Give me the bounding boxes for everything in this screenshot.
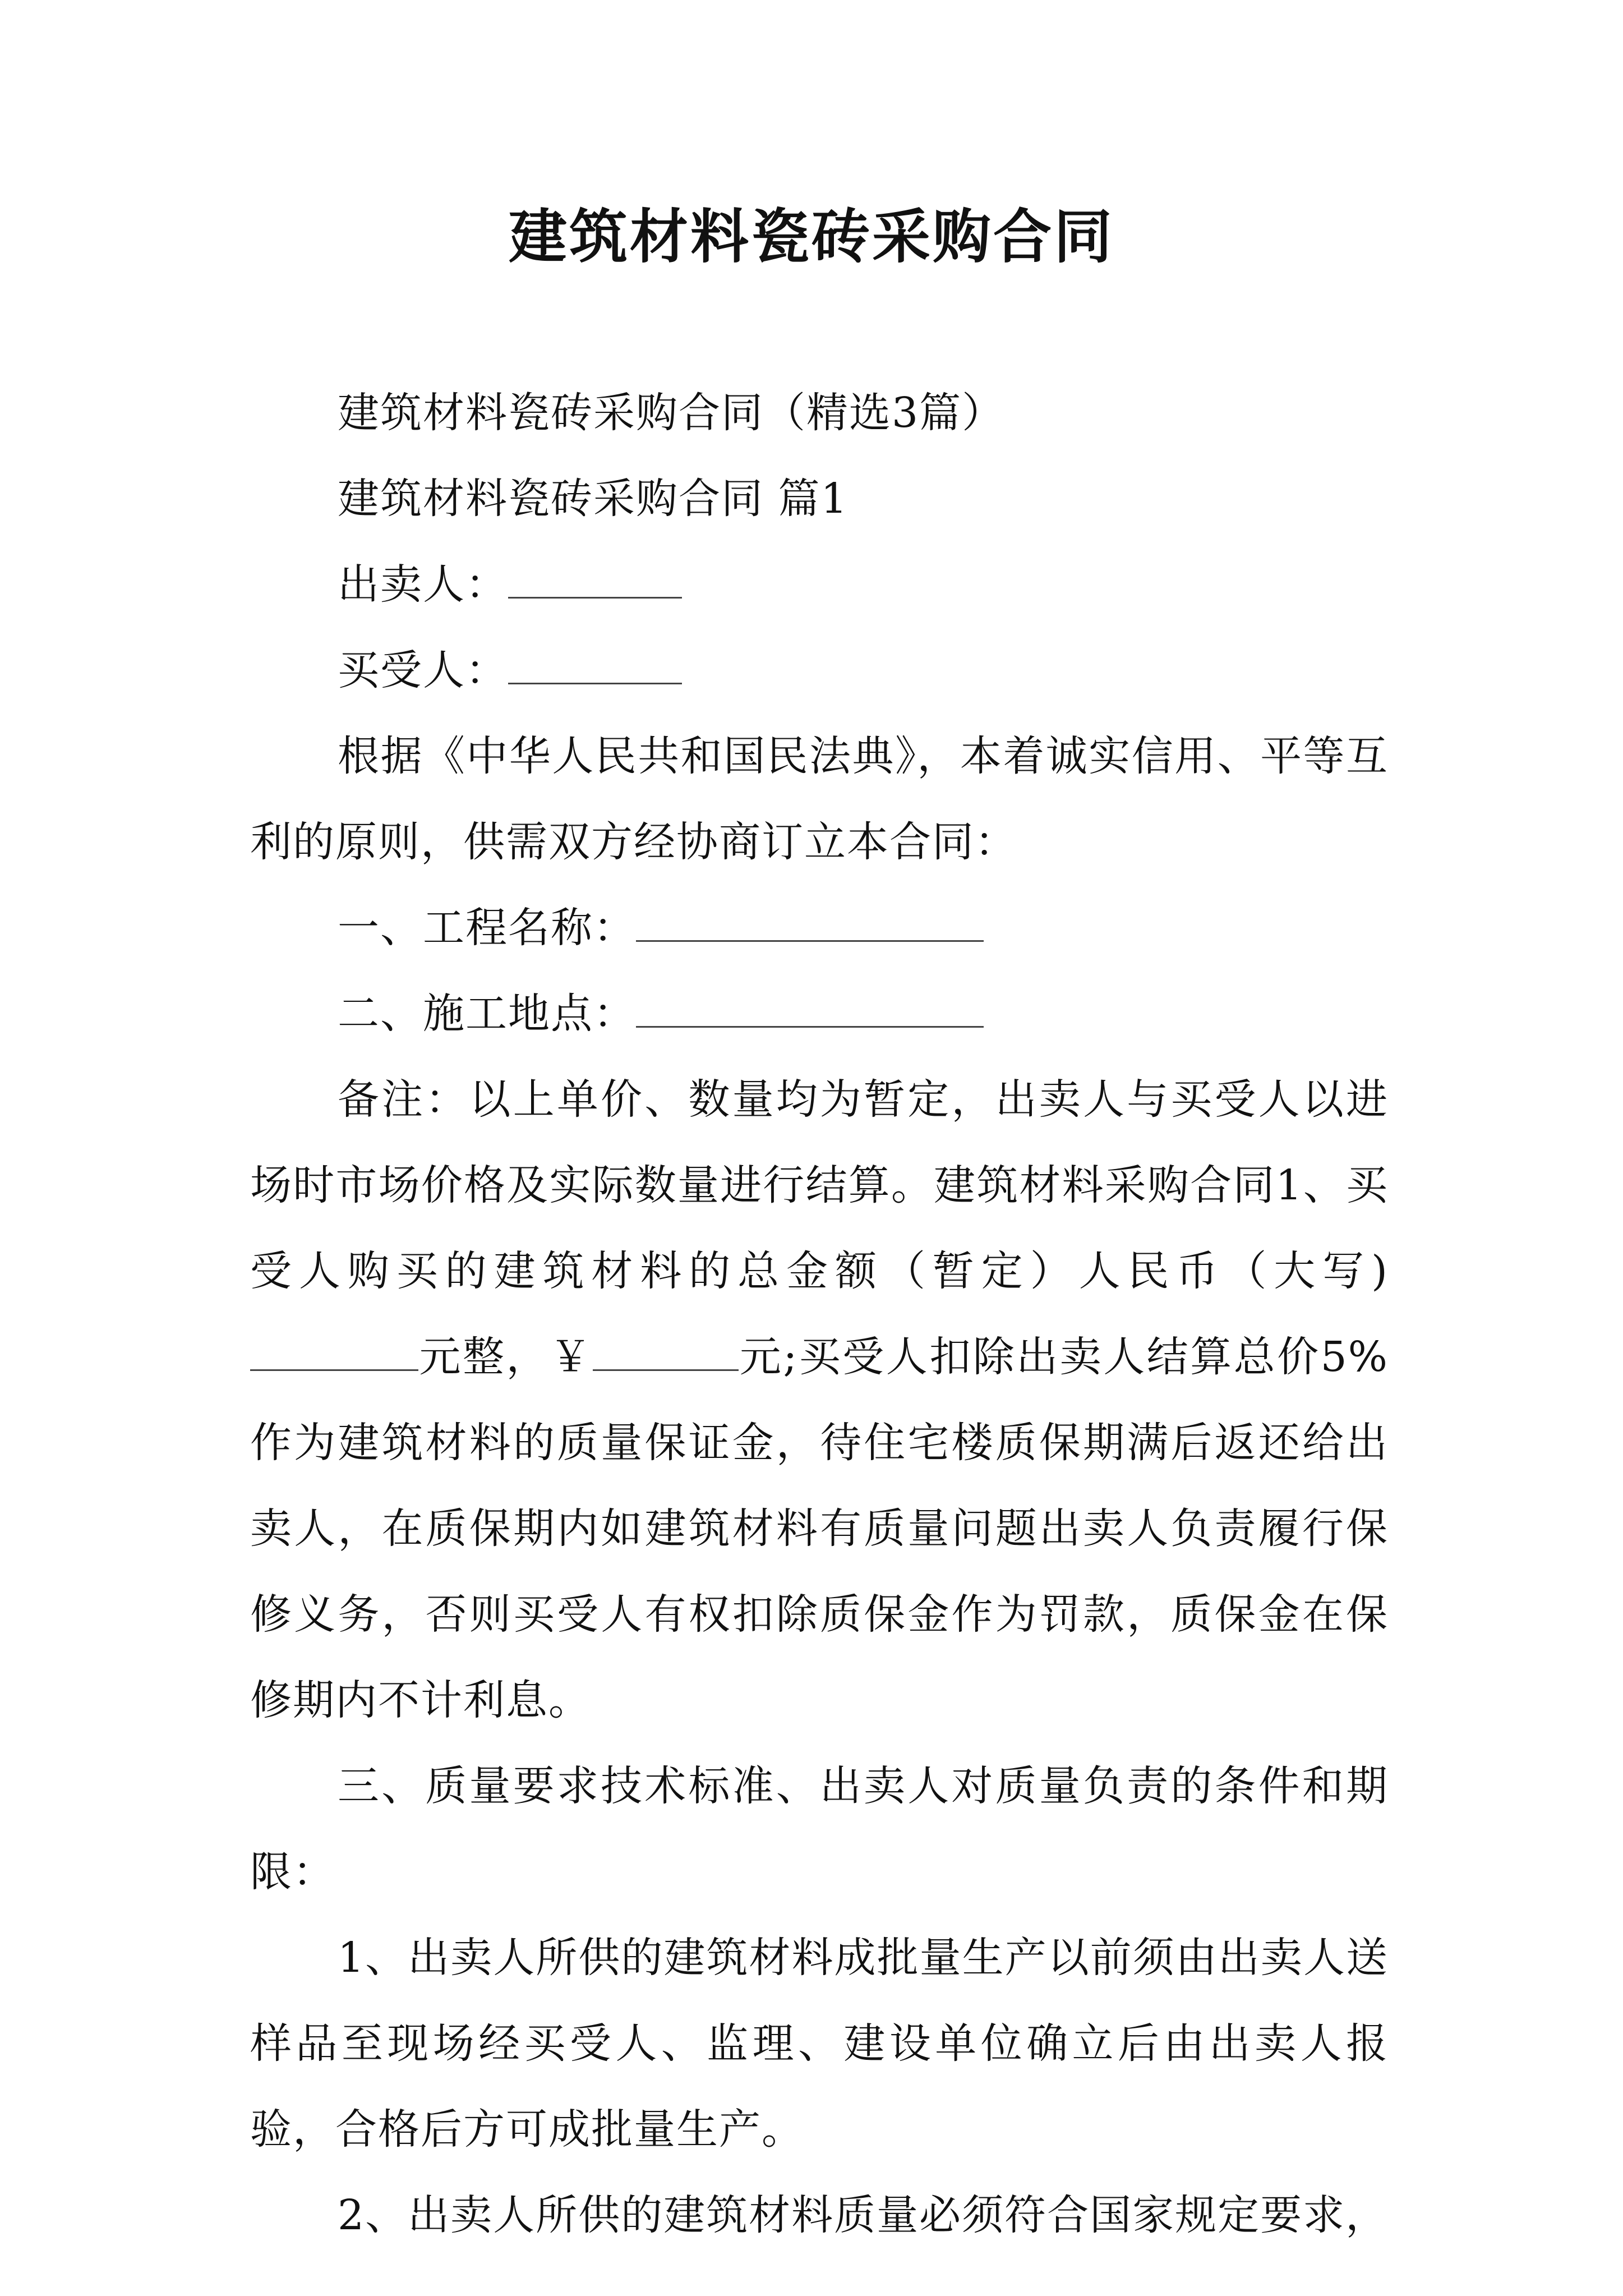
seller-label: 出卖人：	[338, 560, 508, 609]
note-part3: 元;买受人扣除出卖人结算总价5%作为建筑材料的质量保证金，待住宅楼质保期满后返还给出卖人，在质保期内如建筑材料有质量问题出卖人负责履行保修义务，否则买受人有权扣除质保金作为罚款，质保金在保修期内不计利息。	[250, 1333, 1389, 1724]
clause2-paragraph: 2、出卖人所供的建筑材料质量必须符合国家规定要求，	[338, 2191, 1389, 2239]
site-location-blank	[636, 992, 984, 1028]
project-name-blank	[636, 907, 984, 942]
subtitle: 建筑材料瓷砖采购合同（精选3篇）	[338, 389, 1005, 437]
item1-line	[250, 885, 1389, 971]
item2-line	[250, 971, 1389, 1057]
buyer-line	[250, 628, 1389, 714]
document-body	[250, 370, 1389, 2258]
buyer-label: 买受人：	[338, 646, 508, 694]
seller-line	[250, 542, 1389, 628]
intro-paragraph: 根据《中华人民共和国民法典》，本着诚实信用、平等互利的原则，供需双方经协商订立本合同：	[250, 732, 1389, 866]
item2-label: 二、施工地点：	[338, 990, 636, 1038]
amount-words-blank	[250, 1336, 418, 1371]
note-part1: 备注：以上单价、数量均为暂定，出卖人与买受人以进场时市场价格及实际数量进行结算。建筑材料采购合同1、买受人购买的建筑材料的总金额（暂定）人民币（大写)	[250, 1075, 1389, 1295]
document-title: 建筑材料瓷砖采购合同	[508, 202, 1114, 271]
buyer-blank	[508, 649, 682, 684]
part-heading: 建筑材料瓷砖采购合同 篇1	[338, 475, 849, 523]
section3-heading: 三、质量要求技术标准、出卖人对质量负责的条件和期限：	[250, 1762, 1389, 1896]
item1-label: 一、工程名称：	[338, 904, 636, 952]
clause1-paragraph: 1、出卖人所供的建筑材料成批量生产以前须由出卖人送样品至现场经买受人、监理、建设单位确立后由出卖人报验，合格后方可成批量生产。	[250, 1934, 1389, 2154]
seller-blank	[508, 563, 682, 599]
note-part2: 元整，￥	[418, 1333, 593, 1381]
amount-figures-blank	[593, 1336, 739, 1371]
note-paragraph	[250, 1057, 1389, 1743]
